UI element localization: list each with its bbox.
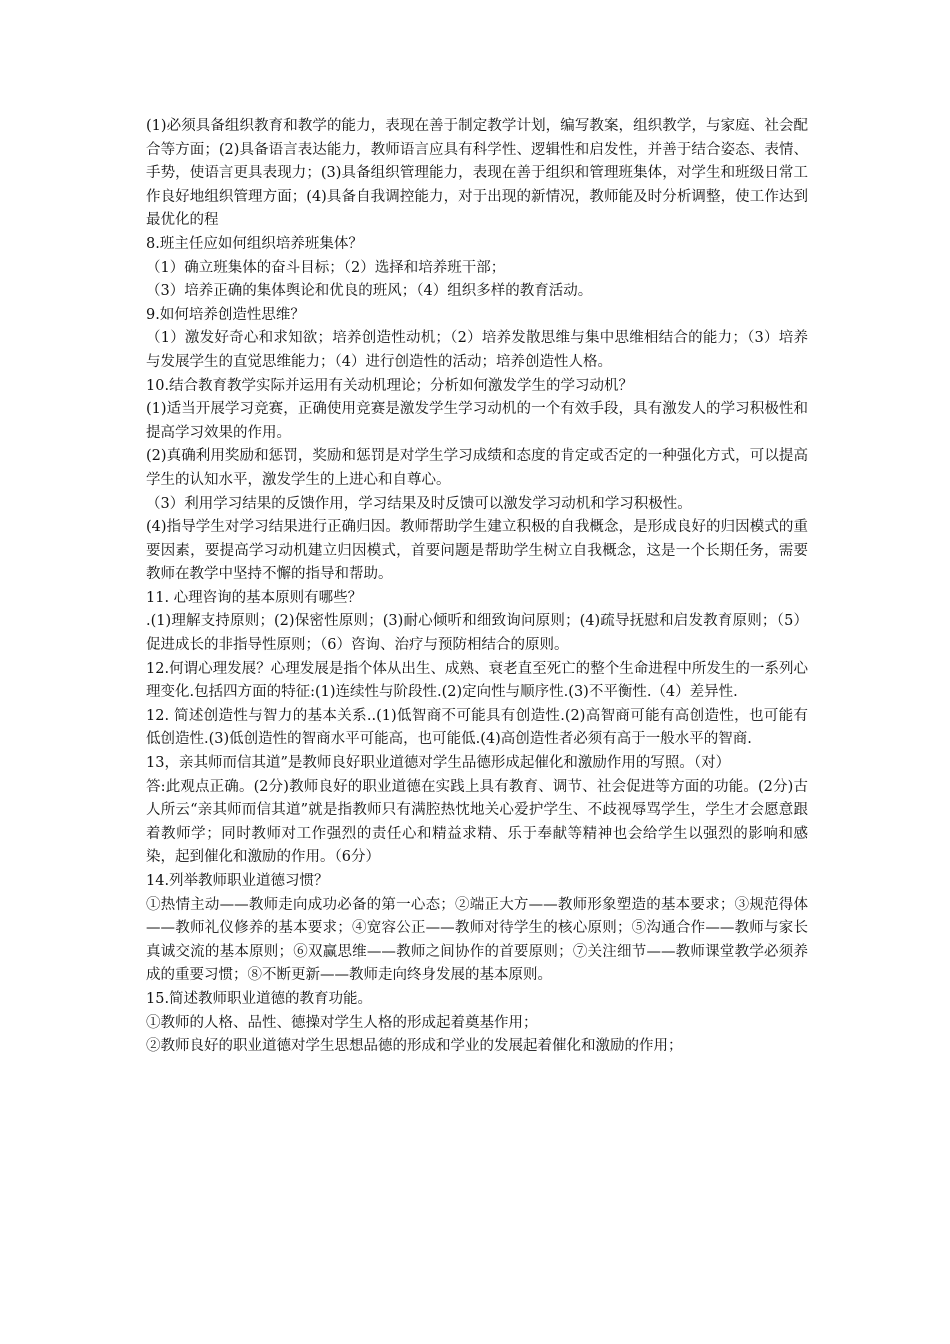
paragraph: (1)必须具备组织教育和教学的能力，表现在善于制定教学计划，编写教案，组织教学，与家庭、社会配合等方面；(2)具备语言表达能力，教师语言应具有科学性、逻辑性和启发性，并善于结合姿态、表情、手势，使语言更具表现力；(3)具备组织管理能力，表现在善于组织和管理班集体，对学生和班级日常工作良好地组织管理方面；(4)具备自我调控能力，对于出现的新情况，教师能及时分析调整，使工作达到最优化的程 [146,118,808,229]
question-heading: 8.班主任应如何组织培养班集体？ [146,235,363,252]
question-heading: 14.列举教师职业道德习惯？ [146,873,329,889]
paragraph: （3）培养正确的集体舆论和优良的班风；（4）组织多样的教育活动。 [146,283,593,300]
document-page [146,115,808,1059]
paragraph: (4)指导学生对学习结果进行正确归因。教师帮助学生建立积极的自我概念，是形成良好的归因模式的重要因素，要提高学习动机建立归因模式，首要问题是帮助学生树立自我概念，这是一个长期任务，需要教师在教学中坚持不懈的指导和帮助。 [146,519,808,583]
question-heading: 9.如何培养创造性思维？ [146,306,305,323]
paragraph: ①热情主动——教师走向成功必备的第一心态；②端正大方——教师形象塑造的基本要求；③规范得体——教师礼仪修养的基本要求；④宽容公正——教师对待学生的核心原则；⑤沟通合作——教师与家长真诚交流的基本原则；⑥双赢思维——教师之间协作的首要原则；⑦关注细节——教师课堂教学必须养成的重要习惯；⑧不断更新——教师走向终身发展的基本原则。 [146,896,808,984]
paragraph: ①教师的人格、品性、德操对学生人格的形成起着奠基作用； [146,1014,538,1031]
question-heading: 10.结合教育教学实际并运用有关动机理论；分析如何激发学生的学习动机？ [146,377,634,394]
paragraph: （3）利用学习结果的反馈作用，学习结果及时反馈可以激发学习动机和学习积极性。 [146,495,692,512]
paragraph: （1）确立班集体的奋斗目标；（2）选择和培养班干部； [146,259,506,276]
answer-paragraph: 答:此观点正确。(2分)教师良好的职业道德在实践上具有教育、调节、社会促进等方面的功能。(2分)古人所云“亲其师而信其道”就是指教师只有满腔热忱地关心爱护学生、不歧视辱骂学生，学生才会愿意跟着教师学；同时教师对工作强烈的责任心和精益求精、乐于奉献等精神也会给学生以强烈的影响和感染，起到催化和激励的作用。（6分） [146,778,808,866]
paragraph: ②教师良好的职业道德对学生思想品德的形成和学业的发展起着催化和激励的作用； [146,1038,683,1055]
paragraph: (2)真确利用奖励和惩罚，奖励和惩罚是对学生学习成绩和态度的肯定或否定的一种强化方式，可以提高学生的认知水平，激发学生的上进心和自尊心。 [146,448,808,488]
paragraph: .(1)理解支持原则；(2)保密性原则；(3)耐心倾听和细致询问原则；(4)疏导抚慰和启发教育原则；（5）促进成长的非指导性原则；（6）咨询、治疗与预防相结合的原则。 [146,613,808,654]
paragraph: 12. 简述创造性与智力的基本关系..(1)低智商不可能具有创造性.(2)高智商可能有高创造性，也可能有低创造性.(3)低创造性的智商水平可能高，也可能低.(4)高创造性者必须有高于一般水平的智商. [146,707,808,748]
paragraph: (1)适当开展学习竞赛，正确使用竞赛是激发学生学习动机的一个有效手段，具有激发人的学习积极性和提高学习效果的作用。 [146,401,808,441]
paragraph: （1）激发好奇心和求知欲；培养创造性动机；（2）培养发散思维与集中思维相结合的能力；（3）培养与发展学生的直觉思维能力；（4）进行创造性的活动；培养创造性人格。 [146,330,808,370]
question-heading: 11. 心理咨询的基本原则有哪些？ [146,589,363,606]
question-heading: 15.简述教师职业道德的教育功能。 [146,990,373,1007]
paragraph: 12.何谓心理发展？心理发展是指个体从出生、成熟、衰老直至死亡的整个生命进程中所发生的一系列心理变化.包括四方面的特征:(1)连续性与阶段性.(2)定向性与顺序性.(3)不平衡性.（4）差异性. [146,660,808,701]
paragraph: 13，亲其师而信其道”是教师良好职业道德对学生品德形成起催化和激励作用的写照。（对） [146,755,731,772]
